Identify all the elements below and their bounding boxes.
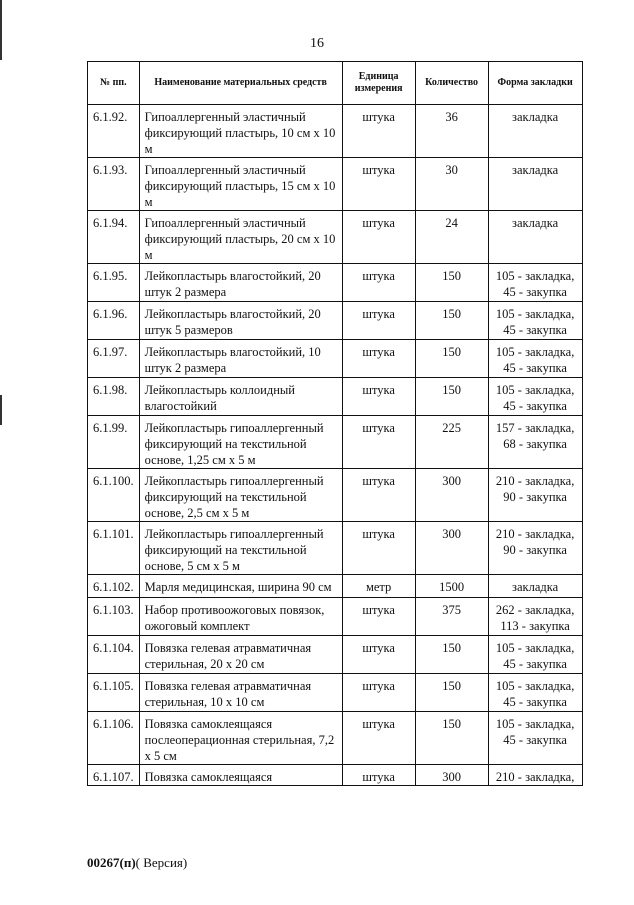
row-name: Лейкопластырь гипоаллергенный фиксирующий на текстильной основе, 5 см х 5 м [139, 522, 342, 575]
row-name: Набор противоожоговых повязок, ожоговый комплект [139, 598, 342, 636]
form-line-2: 45 - закупка [503, 323, 567, 337]
form-line-1: 105 - закладка, [495, 679, 575, 693]
document-code: 00267(п) [87, 855, 136, 870]
row-qty: 36 [415, 105, 488, 158]
row-num: 6.1.93. [88, 158, 140, 211]
row-form: 210 - закладка, [488, 765, 582, 786]
row-form [488, 712, 582, 765]
form-line-2: 68 - закупка [503, 437, 567, 451]
row-qty: 300 [415, 522, 488, 575]
table-row [88, 264, 583, 302]
form-line-1: 262 - закладка, [495, 603, 575, 617]
row-form [488, 302, 582, 340]
row-form [488, 264, 582, 302]
form-line-2: 45 - закупка [503, 733, 567, 747]
page-number: 16 [310, 36, 324, 51]
row-name: Марля медицинская, ширина 90 см [139, 575, 342, 598]
form-line-1: 210 - закладка, [495, 527, 575, 541]
form-line-1: 105 - закладка, [495, 641, 575, 655]
form-line-1: 105 - закладка, [495, 269, 575, 283]
table-row [88, 765, 583, 786]
row-unit: штука [342, 340, 415, 378]
row-form: закладка [488, 575, 582, 598]
row-name: Лейкопластырь гипоаллергенный фиксирующий на текстильной основе, 2,5 см х 5 м [139, 469, 342, 522]
form-line-1: 105 - закладка, [495, 717, 575, 731]
row-num: 6.1.92. [88, 105, 140, 158]
row-unit: штука [342, 158, 415, 211]
row-num: 6.1.103. [88, 598, 140, 636]
row-unit: штука [342, 765, 415, 786]
row-form [488, 469, 582, 522]
row-num: 6.1.97. [88, 340, 140, 378]
row-name: Лейкопластырь влагостойкий, 20 штук 5 размеров [139, 302, 342, 340]
header-form: Форма закладки [488, 62, 582, 105]
row-form [488, 598, 582, 636]
table-row [88, 712, 583, 765]
row-name: Гипоаллергенный эластичный фиксирующий пластырь, 20 см х 10 м [139, 211, 342, 264]
row-unit: штука [342, 469, 415, 522]
row-form [488, 674, 582, 712]
row-qty: 24 [415, 211, 488, 264]
table-row [88, 158, 583, 211]
row-num: 6.1.95. [88, 264, 140, 302]
form-line-2: 45 - закупка [503, 285, 567, 299]
row-name: Лейкопластырь влагостойкий, 20 штук 2 размера [139, 264, 342, 302]
form-line-2: 45 - закупка [503, 361, 567, 375]
table-row [88, 416, 583, 469]
row-qty: 1500 [415, 575, 488, 598]
row-qty: 150 [415, 378, 488, 416]
form-line-2: 45 - закупка [503, 695, 567, 709]
row-name: Повязка гелевая атравматичная стерильная, 20 х 20 см [139, 636, 342, 674]
table-header-row [88, 62, 583, 105]
row-name: Лейкопластырь гипоаллергенный фиксирующий на текстильной основе, 1,25 см х 5 м [139, 416, 342, 469]
form-line-2: 45 - закупка [503, 399, 567, 413]
row-name: Лейкопластырь коллоидный влагостойкий [139, 378, 342, 416]
form-line-2: 113 - закупка [500, 619, 570, 633]
table-row [88, 598, 583, 636]
header-num: № пп. [88, 62, 140, 105]
row-unit: штука [342, 598, 415, 636]
row-num: 6.1.101. [88, 522, 140, 575]
form-line-1: 157 - закладка, [495, 421, 575, 435]
row-qty: 150 [415, 712, 488, 765]
table-row [88, 105, 583, 158]
row-unit: штука [342, 674, 415, 712]
row-qty: 150 [415, 674, 488, 712]
row-name: Гипоаллергенный эластичный фиксирующий пластырь, 15 см х 10 м [139, 158, 342, 211]
row-name: Гипоаллергенный эластичный фиксирующий пластырь, 10 см х 10 м [139, 105, 342, 158]
row-num: 6.1.102. [88, 575, 140, 598]
table-row [88, 469, 583, 522]
row-form [488, 378, 582, 416]
row-qty: 300 [415, 765, 488, 786]
row-name: Повязка самоклеящаяся послеоперационная стерильная, 7,2 х 5 см [139, 712, 342, 765]
row-num: 6.1.105. [88, 674, 140, 712]
scan-artifact-mark [0, 0, 2, 60]
row-num: 6.1.99. [88, 416, 140, 469]
form-line-2: 45 - закупка [503, 657, 567, 671]
table-row [88, 636, 583, 674]
row-unit: штука [342, 302, 415, 340]
row-num: 6.1.96. [88, 302, 140, 340]
row-name: Повязка гелевая атравматичная стерильная, 10 х 10 см [139, 674, 342, 712]
row-num: 6.1.104. [88, 636, 140, 674]
table-row [88, 522, 583, 575]
row-unit: штука [342, 416, 415, 469]
header-unit: Единица измерения [342, 62, 415, 105]
scan-artifact-mark [0, 395, 2, 425]
row-qty: 30 [415, 158, 488, 211]
row-form: закладка [488, 105, 582, 158]
row-form [488, 522, 582, 575]
table-row [88, 575, 583, 598]
row-qty: 150 [415, 302, 488, 340]
header-qty: Количество [415, 62, 488, 105]
table-row [88, 302, 583, 340]
row-qty: 150 [415, 264, 488, 302]
row-qty: 225 [415, 416, 488, 469]
table-row [88, 674, 583, 712]
row-num: 6.1.100. [88, 469, 140, 522]
row-unit: штука [342, 211, 415, 264]
table-row [88, 378, 583, 416]
row-form: закладка [488, 211, 582, 264]
row-unit: метр [342, 575, 415, 598]
row-form [488, 416, 582, 469]
row-num: 6.1.107. [88, 765, 140, 786]
row-unit: штука [342, 264, 415, 302]
row-unit: штука [342, 712, 415, 765]
document-version: ( Версия) [135, 855, 188, 870]
row-name: Лейкопластырь влагостойкий, 10 штук 2 размера [139, 340, 342, 378]
row-qty: 150 [415, 636, 488, 674]
form-line-1: 105 - закладка, [495, 307, 575, 321]
document-footer [87, 855, 187, 871]
row-name: Повязка самоклеящаяся [139, 765, 342, 786]
row-form [488, 636, 582, 674]
table-row [88, 211, 583, 264]
row-unit: штука [342, 522, 415, 575]
row-num: 6.1.106. [88, 712, 140, 765]
row-qty: 300 [415, 469, 488, 522]
materials-table [87, 61, 583, 786]
table-row [88, 340, 583, 378]
form-line-2: 90 - закупка [503, 543, 567, 557]
row-unit: штука [342, 636, 415, 674]
form-line-2: 90 - закупка [503, 490, 567, 504]
row-form: закладка [488, 158, 582, 211]
form-line-1: 210 - закладка, [495, 474, 575, 488]
row-unit: штука [342, 378, 415, 416]
row-num: 6.1.98. [88, 378, 140, 416]
header-name: Наименование материальных средств [139, 62, 342, 105]
row-qty: 375 [415, 598, 488, 636]
form-line-1: 105 - закладка, [495, 383, 575, 397]
form-line-1: 105 - закладка, [495, 345, 575, 359]
row-form [488, 340, 582, 378]
row-qty: 150 [415, 340, 488, 378]
row-num: 6.1.94. [88, 211, 140, 264]
row-unit: штука [342, 105, 415, 158]
